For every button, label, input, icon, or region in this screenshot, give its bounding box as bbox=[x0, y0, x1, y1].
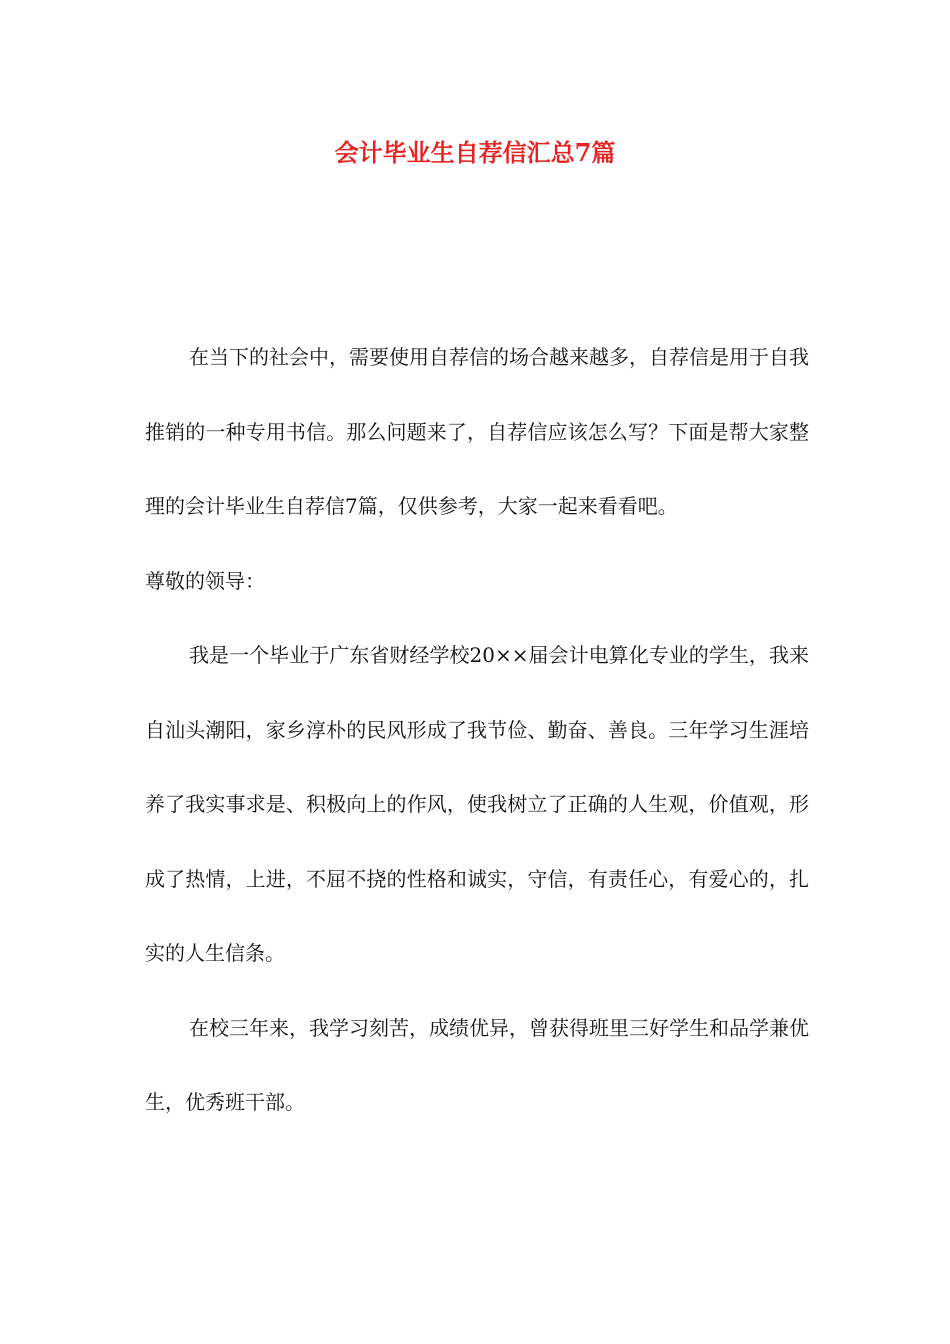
document-body bbox=[145, 320, 809, 1140]
paragraph-intro: 在当下的社会中，需要使用自荐信的场合越来越多，自荐信是用于自我推销的一种专用书信。那么问题来了，自荐信应该怎么写？下面是帮大家整理的会计毕业生自荐信7篇，仅供参考，大家一起来看看吧。 bbox=[145, 345, 809, 518]
paragraph-background: 我是一个毕业于广东省财经学校20××届会计电算化专业的学生，我来自汕头潮阳，家乡淳朴的民风形成了我节俭、勤奋、善良。三年学习生涯培养了我实事求是、积极向上的作风，使我树立了正确的人生观，价值观，形成了热情，上进，不屈不挠的性格和诚实，守信，有责任心，有爱心的，扎实的人生信条。 bbox=[145, 643, 809, 965]
paragraph-salutation: 尊敬的领导： bbox=[145, 568, 265, 593]
paragraph-achievements: 在校三年来，我学习刻苦，成绩优异，曾获得班里三好学生和品学兼优生，优秀班干部。 bbox=[145, 1015, 809, 1114]
document-title: 会计毕业生自荐信汇总7篇 bbox=[334, 138, 616, 167]
